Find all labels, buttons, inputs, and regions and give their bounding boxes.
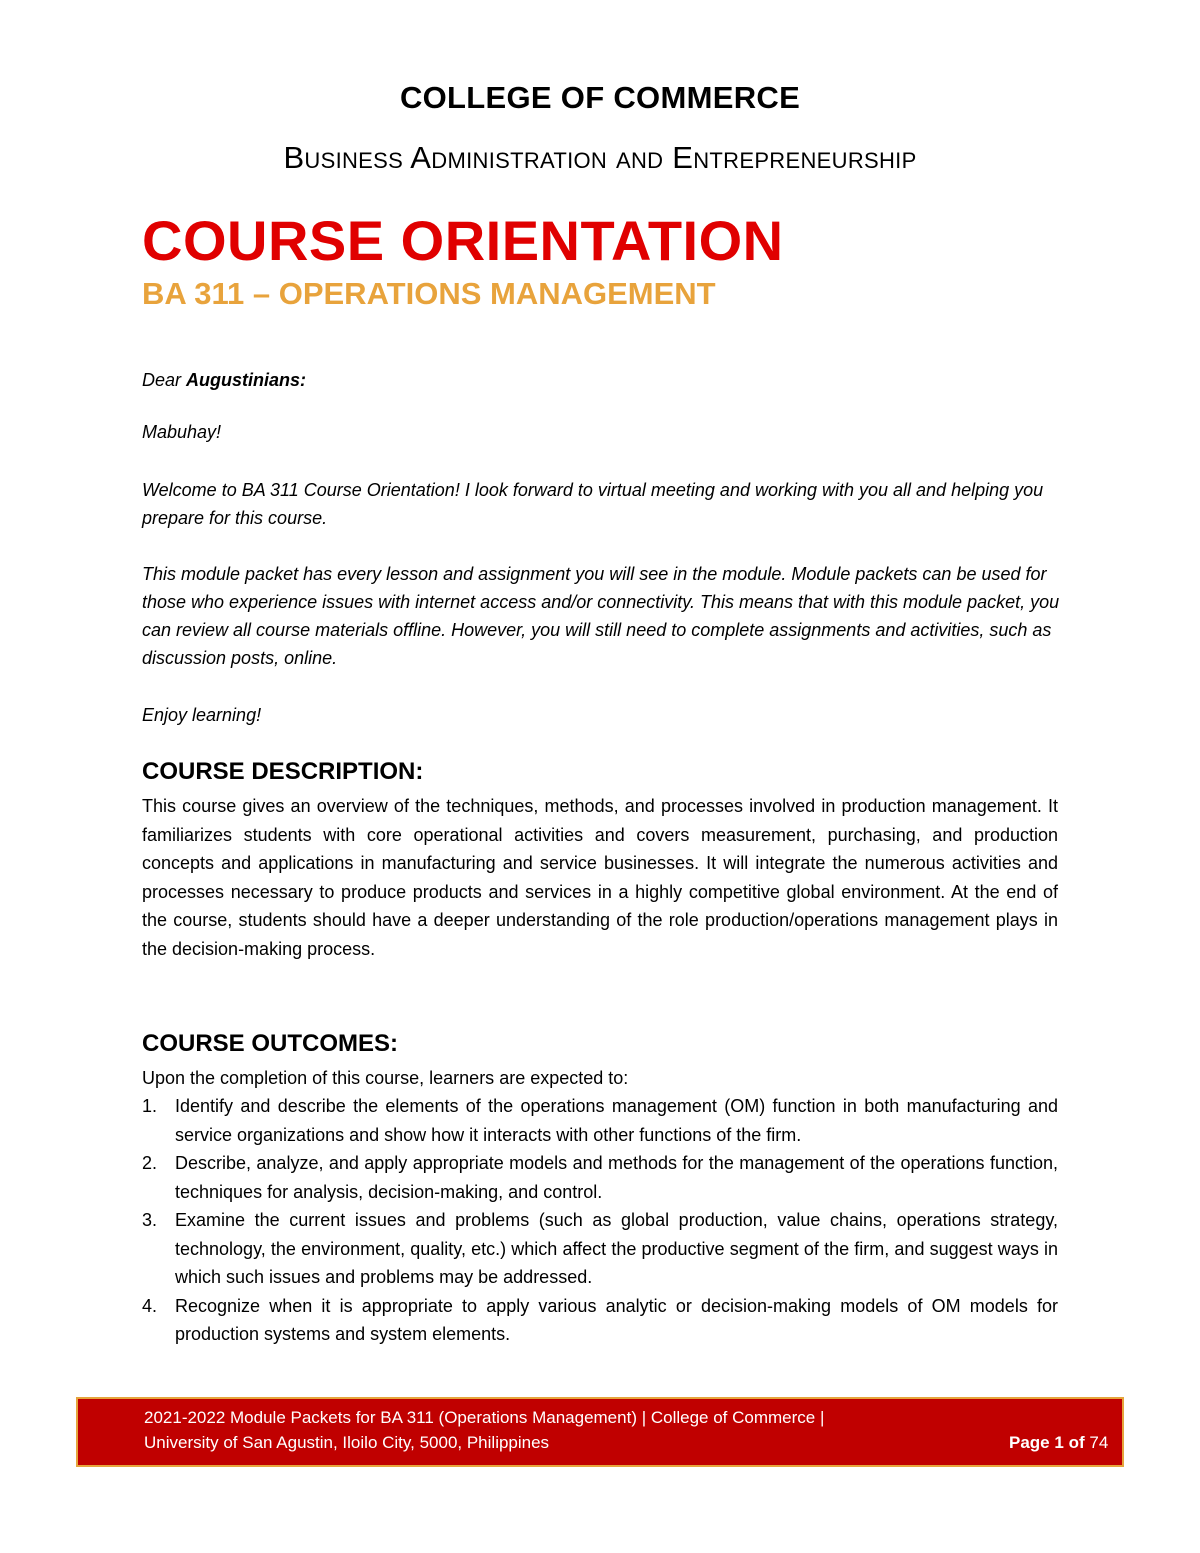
page-footer [76,1397,1124,1467]
list-item [142,1292,1058,1349]
salutation-prefix: Dear [142,370,187,390]
list-item [142,1206,1058,1292]
letter-greeting: Mabuhay! [142,422,222,442]
course-outcomes-heading: COURSE OUTCOMES: [142,1030,399,1057]
course-outcomes-list [142,1092,1058,1349]
page-number [1009,1430,1108,1455]
footer-line-2: University of San Agustin, Iloilo City, 5000, Philippines [144,1433,550,1452]
page-current: 1 [1054,1433,1064,1452]
list-item-number: 2. [142,1153,158,1173]
salutation-name: Augustinians: [186,370,307,390]
course-description-text: This course gives an overview of the techniques, methods, and processes involved in production management. It familiarizes students with core operational activities and covers measurement, purchasing, and production concepts and applications in manufacturing and service businesses. It will integrate the numerous activities and processes necessary to produce products and services in a highly competitive global environment. At the end of the course, students should have a deeper understanding of the role production/operations management plays in the decision-making process. [142,796,1058,959]
letter-closing: Enjoy learning! [142,705,262,725]
list-item-text: Recognize when it is appropriate to apply various analytic or decision-making models of OM models for production systems and system elements. [175,1295,1058,1344]
letter-welcome: Welcome to BA 311 Course Orientation! I look forward to virtual meeting and working with you all and helping you prepare for this course. [142,480,1044,528]
list-item-number: 3. [142,1210,158,1230]
list-item-number: 4. [142,1295,158,1316]
page-label: Page [1009,1433,1050,1452]
page-total: 74 [1089,1433,1109,1452]
page-title: COURSE ORIENTATION [142,209,784,272]
list-item [142,1149,1058,1206]
list-item-text: Identify and describe the elements of the operations management (OM) function in both manufacturing and service organizations and show how it interacts with other functions of the firm. [175,1096,1058,1145]
letter-salutation [142,366,1062,394]
list-item-text: Examine the current issues and problems (such as global production, value chains, operations strategy, technology, the environment, quality, etc.) which affect the productive segment of the firm, and suggest ways in which such issues and problems may be addressed. [175,1210,1058,1287]
department-name: Business Administration and Entrepreneurship [283,140,917,175]
course-subtitle: BA 311 – OPERATIONS MANAGEMENT [142,276,716,311]
list-item [142,1092,1058,1149]
footer-line-1: 2021-2022 Module Packets for BA 311 (Operations Management) | College of Commerce | [144,1408,825,1427]
college-name: COLLEGE OF COMMERCE [399,80,801,115]
list-item-text: Describe, analyze, and apply appropriate models and methods for the management of the operations function, techniques for analysis, decision-making, and control. [175,1153,1058,1202]
course-description-heading: COURSE DESCRIPTION: [142,758,424,785]
list-item-number: 1. [142,1096,158,1116]
page-of-label: of [1068,1433,1085,1452]
course-outcomes-intro: Upon the completion of this course, learners are expected to: [142,1068,629,1088]
letter-packet-note: This module packet has every lesson and assignment you will see in the module. Module packets can be used for those who experience issues with internet access and/or connectivity. This means that with this module packet, you can review all course materials offline. However, you will still need to complete assignments and activities, such as discussion posts, online. [142,564,1060,668]
